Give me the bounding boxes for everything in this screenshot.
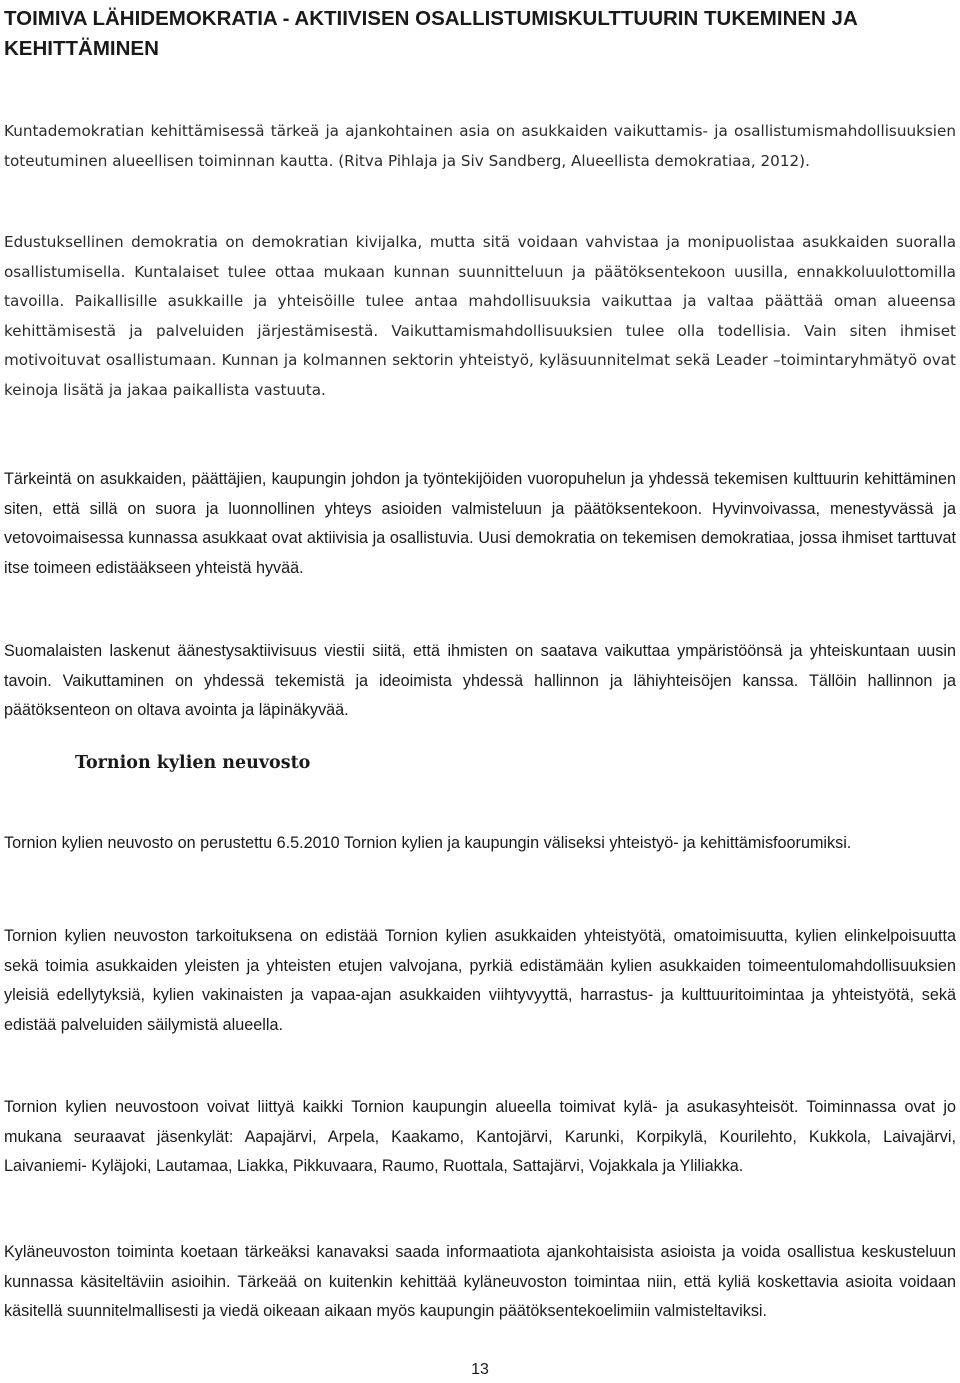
paragraph-4: Suomalaisten laskenut äänestysaktiivisuus viestii siitä, että ihmisten on saatava vaikuttaa ympäristöönsä ja yhteiskuntaan uusin tavoin. Vaikuttaminen on yhdessä tekemistä ja ideoimista yhdessä hallinnon ja lähiyhteisöjen kanssa. Tällöin hallinnon ja päätöksenteon on oltava avointa ja läpinäkyvää. [4,642,956,719]
paragraph-2: Edustuksellinen demokratia on demokratian kivijalka, mutta sitä voidaan vahvistaa ja monipuolistaa asukkaiden suoralla osallistumisella. Kuntalaiset tulee ottaa mukaan kunnan suunnitteluun ja päätöksentekoon uusilla, ennakkoluulottomilla tavoilla. Paikallisille asukkaille ja yhteisöille tulee antaa mahdollisuuksia vaikuttaa ja valtaa päättää oman alueensa kehittämisestä ja palveluiden järjestämisestä. Vaikuttamismahdollisuuksien tulee olla todellisia. Vain siten ihmiset motivoituvat osallistumaan. Kunnan ja kolmannen sektorin yhteistyö, kyläsuunnitelmat sekä Leader –toimintaryhmätyö ovat keinoja lisätä ja jakaa paikallista vastuuta. [4,233,956,399]
paragraph-8: Kyläneuvoston toiminta koetaan tärkeäksi kanavaksi saada informaatiota ajankohtaisista asioista ja voida osallistua keskusteluun kunnassa käsiteltäviin asioihin. Tärkeää on kuitenkin kehittää kyläneuvoston toimintaa niin, että kyliä koskettavia asioita voidaan käsitellä suunnitelmallisesti ja viedä oikeaan aikaan myös kaupungin päätöksentekoelimiin valmisteltaviksi. [4,1243,956,1320]
paragraph-3: Tärkeintä on asukkaiden, päättäjien, kaupungin johdon ja työntekijöiden vuoropuhelun ja yhdessä tekemisen kulttuurin kehittäminen siten, että sillä on suora ja luonnollinen yhteys asioiden valmisteluun ja päätöksentekoon. Hyvinvoivassa, menestyvässä ja vetovoimaisessa kunnassa asukkaat ovat aktiivisia ja osallistuvia. Uusi demokratia on tekemisen demokratiaa, jossa ihmiset tarttuvat itse toimeen edistääkseen yhteistä hyvää. [4,470,956,577]
paragraph-6: Tornion kylien neuvoston tarkoituksena on edistää Tornion kylien asukkaiden yhteistyötä, omatoimisuutta, kylien elinkelpoisuutta sekä toimia asukkaiden yleisten ja yhteisten etujen valvojana, pyrkiä edistämään kylien asukkaiden toimeentulomahdollisuuksien yleisiä edellytyksiä, kylien vakinaisten ja vapaa-ajan asukkaiden viihtyvyyttä, harrastus- ja kulttuuritoimintaa ja yhteistyötä, sekä edistää palveluiden säilymistä alueella. [4,927,956,1034]
paragraph-7: Tornion kylien neuvostoon voivat liittyä kaikki Tornion kaupungin alueella toimivat kylä- ja asukasyhteisöt. Toiminnassa ovat jo mukana seuraavat jäsenkylät: Aapajärvi, Arpela, Kaakamo, Kantojärvi, Karunki, Korpikylä, Kourilehto, Kukkola, Laivajärvi, Laivaniemi- Kyläjoki, Lautamaa, Liakka, Pikkuvaara, Raumo, Ruottala, Sattajärvi, Vojakkala ja Yliliakka. [4,1098,956,1175]
section-heading: Tornion kylien neuvosto [75,753,311,773]
page-number: 13 [471,1361,489,1378]
paragraph-5: Tornion kylien neuvosto on perustettu 6.5.2010 Tornion kylien ja kaupungin väliseksi yhteistyö- ja kehittämisfoorumiksi. [4,834,852,852]
page-title: TOIMIVA LÄHIDEMOKRATIA - AKTIIVISEN OSALLISTUMISKULTTUURIN TUKEMINEN JA KEHITTÄMINEN [4,7,858,60]
paragraph-1: Kuntademokratian kehittämisessä tärkeä ja ajankohtainen asia on asukkaiden vaikuttamis- ja osallistumismahdollisuuksien toteutuminen alueellisen toiminnan kautta. (Ritva Pihlaja ja Siv Sandberg, Alueellista demokratiaa, 2012). [4,122,956,170]
